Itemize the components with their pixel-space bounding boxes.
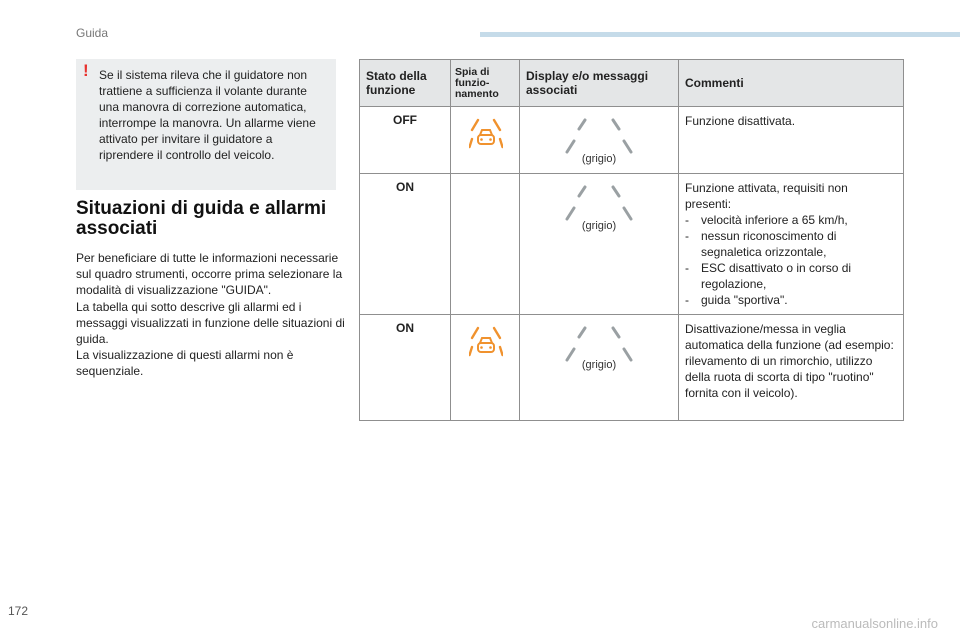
lane-lines-grey-icon: [559, 117, 639, 155]
row-lamp: [451, 107, 520, 174]
display-label: (grigio): [581, 220, 617, 232]
table-header-row: [360, 60, 904, 107]
header-comments: Commenti: [679, 60, 904, 107]
row-lamp: [451, 315, 520, 421]
list-item: - nessun riconoscimento di segnaletica orizzontale,: [685, 228, 897, 260]
page-number: 172: [8, 604, 29, 618]
list-item: - velocità inferiore a 65 km/h,: [685, 212, 897, 228]
header-section-label: Guida: [76, 26, 109, 40]
table-row: [360, 107, 904, 174]
comment-bullets: [685, 212, 897, 308]
body-text: Per beneficiare di tutte le informazioni necessarie sul quadro strumenti, occorre prima selezionare la modalità di visualizzazione "GUIDA". La tabella qui sotto descrive gli allarmi ed i messaggi visualizzati in funzione delle situazioni di guida. La visualizzazione di questi allarmi non è sequenziale.: [76, 251, 345, 379]
table-row: [360, 174, 904, 315]
row-comment: [679, 315, 904, 421]
header-bar: [480, 32, 960, 37]
row-display: [520, 315, 679, 421]
function-table: [359, 59, 904, 421]
display-label: (grigio): [581, 359, 617, 371]
row-display: [520, 107, 679, 174]
row-lamp: [451, 174, 520, 315]
warning-box: [76, 59, 336, 190]
warning-text: Se il sistema rileva che il guidatore non trattiene a sufficienza il volante durante una manovra di correzione automatica, interrompe la manovra. Un allarme viene attivato per invitare il guidatore a riprendere il controllo del veicolo.: [99, 68, 316, 162]
warning-exclamation-icon: !: [83, 61, 89, 80]
list-item: - ESC disattivato o in corso di regolazione,: [685, 260, 897, 292]
row-comment: [679, 174, 904, 315]
row-display: [520, 174, 679, 315]
header-state: Stato della funzione: [360, 60, 451, 107]
row-state: ON: [360, 174, 451, 315]
section-title: Situazioni di guida e allarmi associati: [76, 198, 327, 239]
comment-text: Funzione attivata, requisiti non presenti:: [685, 181, 848, 211]
header-display: Display e/o messaggi associati: [520, 60, 679, 107]
row-state: OFF: [360, 107, 451, 174]
row-comment: [679, 107, 904, 174]
lane-warning-orange-icon: [469, 117, 503, 151]
list-item: - guida "sportiva".: [685, 292, 897, 308]
row-state: ON: [360, 315, 451, 421]
lane-lines-grey-icon: [559, 184, 639, 222]
header-lamp: Spia di funzio-namento: [451, 60, 520, 107]
lane-lines-grey-icon: [559, 325, 639, 363]
comment-text: Funzione disattivata.: [685, 114, 796, 128]
lane-warning-orange-icon: [469, 325, 503, 359]
display-label: (grigio): [581, 153, 617, 165]
comment-text: Disattivazione/messa in veglia automatica della funzione (ad esempio: rilevamento di un rimorchio, utilizzo della ruota di scorta di tipo "ruotino" fornita con il veicolo).: [685, 322, 894, 400]
watermark: carmanualsonline.info: [811, 616, 938, 631]
table-row: [360, 315, 904, 421]
